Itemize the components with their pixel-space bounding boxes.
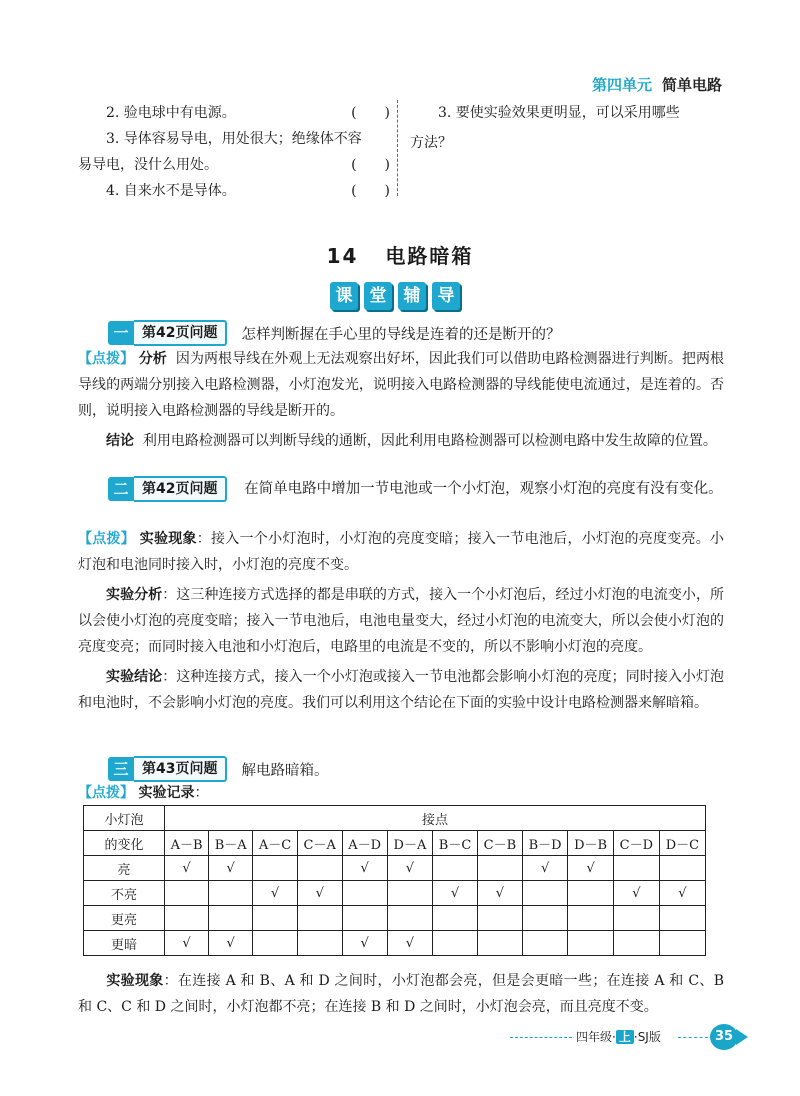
section-3-hint: 【点拨】 实验记录： [78, 785, 209, 801]
top-right-question: 3. 要使实验效果更明显，可以采用哪些 方法？ [410, 105, 680, 151]
question-line: 2. 验电球中有电源。 ( ) [106, 105, 390, 121]
question-tag-1: 一 第42页问题 怎样判断握在手心里的导线是连着的还是断开的？ [108, 320, 560, 346]
top-left-questions [78, 100, 390, 204]
result-paragraph: 实验现象：在连接 A 和 B、A 和 D 之间时，小灯泡都会亮，但是会更暗一些；在连接 A 和 C、B 和 C、C 和 D 之间时，小灯泡都不亮；在连接 B 和 D 之间时，小灯泡会亮，而且亮度不变。 [78, 973, 724, 1015]
page-footer [510, 1024, 750, 1050]
lesson-title: 14 电路暗箱 [326, 244, 474, 268]
table-row: 亮 √ √ √ √ √ √ [84, 856, 706, 881]
section-2-body: 【点拨】 实验现象：接入一个小灯泡时，小灯泡的亮度变暗；接入一节电池后，小灯泡的亮度变亮。小灯泡和电池同时接入时，小灯泡的亮度不变。 实验分析：这三种连接方式选择的都是串联的方式，接入一个小灯泡后，经过小灯泡的电流变小，所以会使小灯泡的亮度变暗；接入一节电池后，电池电量变大，经过小灯泡的电流变大，所以会使小灯泡的亮度变亮；而同时接入电池和小灯泡后，电路里的电流是不变的，所以不影响小灯泡的亮度。 实验结论：这种连接方式，接入一个小灯泡或接入一节电池都会影响小灯泡的亮度；同时接入小灯泡和电池时，不会影响小灯泡的亮度。我们可以利用这个结论在下面的实验中设计电路检测器来解暗箱。 [78, 531, 725, 711]
question-tag-2: 二 第42页问题 在简单电路中增加一节电池或一个小灯泡，观察小灯泡的亮度有没有变化。 [78, 476, 724, 502]
section-banner: 课 堂 辅 导 [330, 282, 460, 310]
table-header-row: 小灯泡 接点 [84, 806, 706, 831]
question-line: 4. 自来水不是导体。 ( ) [106, 183, 390, 199]
unit-label: 第四单元 [591, 76, 652, 94]
page-arrow-icon [736, 1029, 748, 1045]
experiment-record-table [83, 805, 706, 956]
footer-dash-right [678, 1037, 708, 1038]
question-tag-3: 三 第43页问题 解电路暗箱。 [108, 756, 328, 782]
table-column-row: 的变化 A－B B－A A－C C－A A－D D－A B－C C－B B－D D－B C－D D－C [84, 831, 706, 856]
question-line: 易导电，没什么用处。 ( ) [78, 157, 390, 173]
section-1-body: 【点拨】 分析 因为两根导线在外观上无法观察出好坏，因此我们可以借助电路检测器进行判断。把两根导线的两端分别接入电路检测器，小灯泡发光，说明接入电路检测器的导线能使电流通过，是连着的。否则，说明接入电路检测器的导线是断开的。 结论 利用电路检测器可以判断导线的通断，因此利用电路检测器可以检测电路中发生故障的位置。 [78, 351, 725, 449]
question-line: 3. 导体容易导电，用处很大；绝缘体不容 [106, 131, 362, 147]
unit-header [592, 74, 722, 95]
unit-title: 简单电路 [661, 76, 722, 94]
footer-dash-left [510, 1037, 572, 1038]
page-number: 35 [710, 1024, 738, 1050]
table-row: 更暗 √ √ √ √ [84, 931, 706, 956]
table-row: 更亮 [84, 906, 706, 931]
grade-label: 四年级· 上 ·SJ版 [576, 1030, 661, 1044]
column-divider [397, 100, 398, 196]
table-row: 不亮 √ √ √ √ √ √ [84, 881, 706, 906]
